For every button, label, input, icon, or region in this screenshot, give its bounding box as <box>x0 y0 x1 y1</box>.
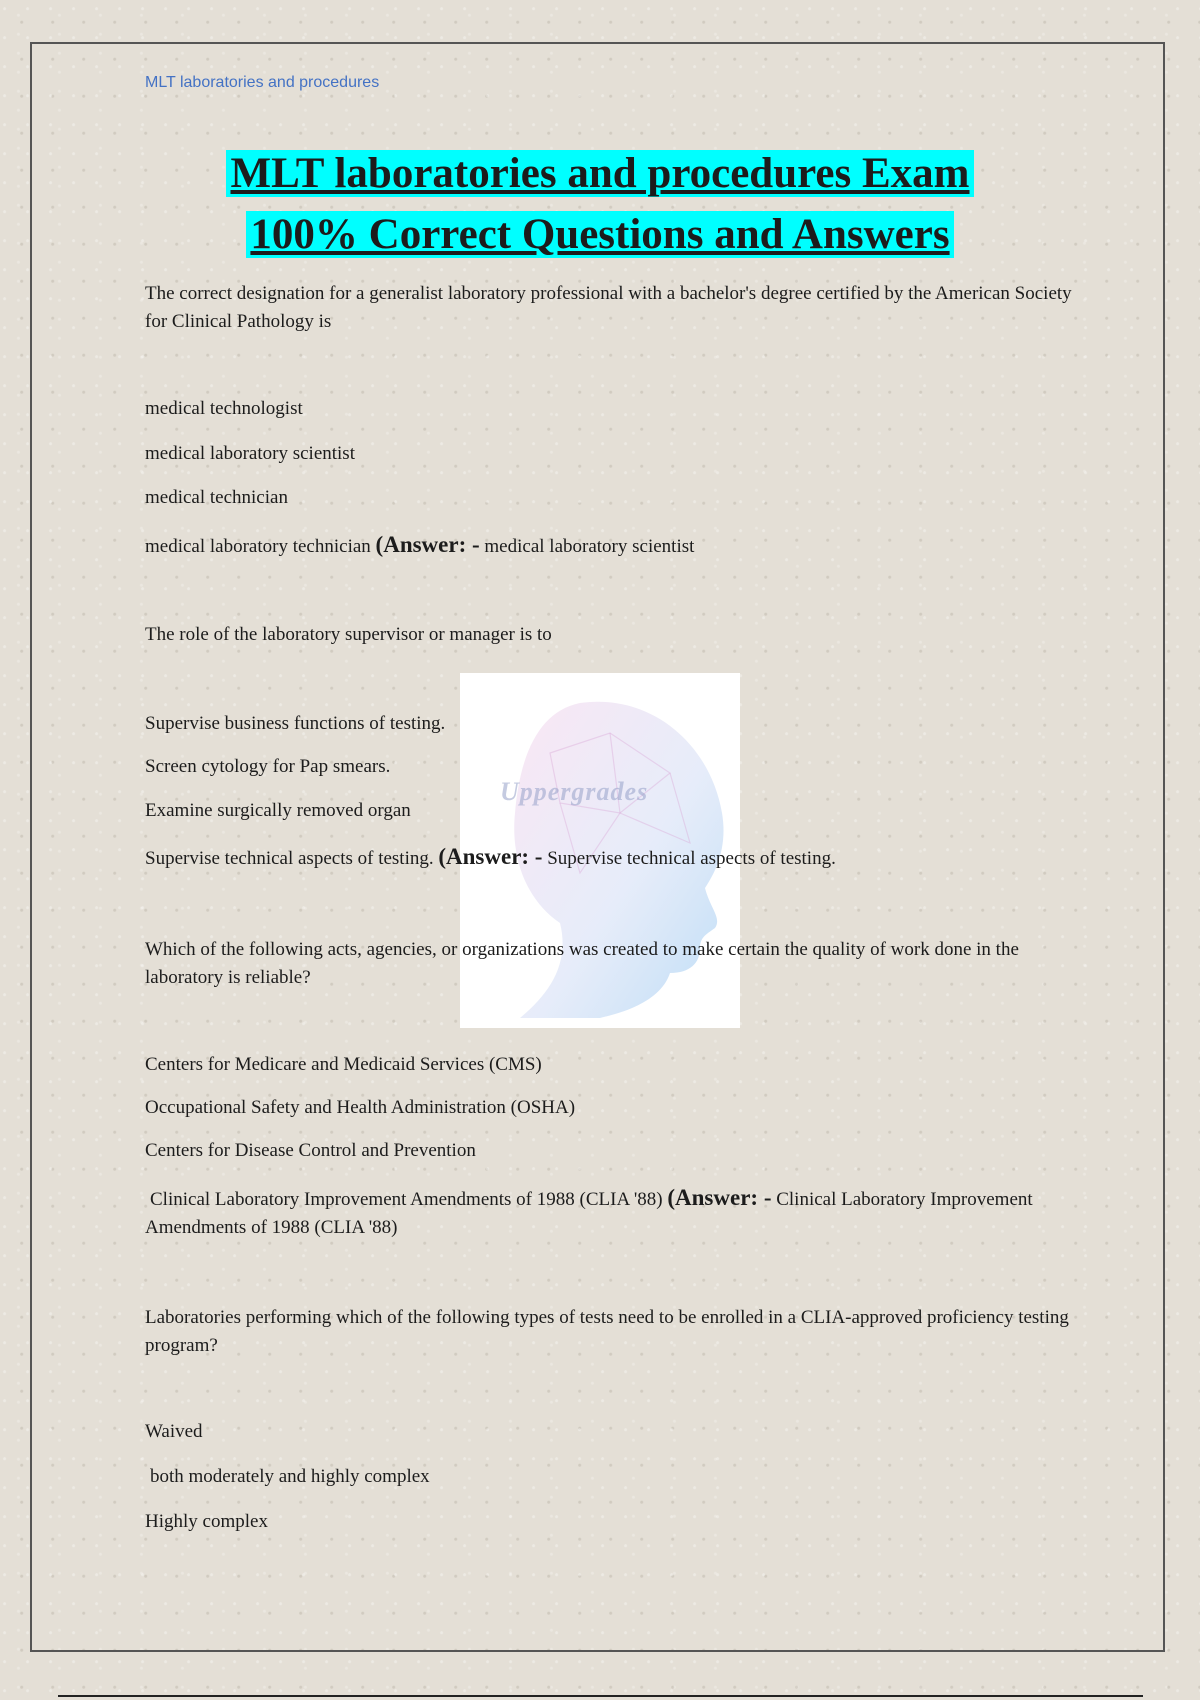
q3-option-2: Occupational Safety and Health Administration (OSHA) <box>145 1097 576 1118</box>
q1-option-4 <box>145 531 1075 561</box>
q4-option-2: both moderately and highly complex <box>150 1466 430 1487</box>
q3-option-1: Centers for Medicare and Medicaid Services (CMS) <box>145 1054 542 1075</box>
question-3-text: Which of the following acts, agencies, or organizations was created to make certain the quality of work done in the laboratory is reliable? <box>145 939 1019 988</box>
answer-label: (Answer: - <box>375 532 480 557</box>
title-line-2: 100% Correct Questions and Answers <box>246 211 953 258</box>
option-text: medical laboratory technician <box>145 536 371 557</box>
q2-option-3: Examine surgically removed organ <box>145 800 411 821</box>
option-text: Supervise technical aspects of testing. <box>145 848 434 869</box>
running-header: MLT laboratories and procedures <box>145 74 380 91</box>
q3-option-4 <box>145 1184 1075 1242</box>
q2-option-1: Supervise business functions of testing. <box>145 713 446 734</box>
answer-text: Clinical Laboratory Improvement Amendments of 1988 (CLIA '88) <box>145 1189 1033 1238</box>
answer-text: Supervise technical aspects of testing. <box>547 848 836 869</box>
q2-option-2: Screen cytology for Pap smears. <box>145 756 391 777</box>
answer-text: medical laboratory scientist <box>484 536 695 557</box>
option-text: Clinical Laboratory Improvement Amendments of 1988 (CLIA '88) <box>150 1189 663 1210</box>
q4-option-1: Waived <box>145 1421 203 1442</box>
question-2-text: The role of the laboratory supervisor or manager is to <box>145 624 552 645</box>
q3-option-3: Centers for Disease Control and Prevention <box>145 1140 476 1161</box>
q1-option-2: medical laboratory scientist <box>145 443 355 464</box>
question-4-text: Laboratories performing which of the following types of tests need to be enrolled in a CLIA-approved proficiency testing program? <box>145 1307 1069 1356</box>
watermark-text: Uppergrades <box>500 777 649 806</box>
title-line-1: MLT laboratories and procedures Exam <box>226 150 973 197</box>
bottom-rule <box>58 1695 1143 1697</box>
q1-option-1: medical technologist <box>145 398 303 419</box>
q2-option-4 <box>145 843 1075 873</box>
q1-option-3: medical technician <box>145 487 288 508</box>
answer-label: (Answer: - <box>438 844 543 869</box>
question-1-text: The correct designation for a generalist laboratory professional with a bachelor's degree certified by the American Society for Clinical Pathology is <box>145 283 1072 332</box>
document-title <box>0 143 1200 265</box>
q4-option-3: Highly complex <box>145 1511 268 1532</box>
answer-label: (Answer: - <box>667 1185 772 1210</box>
